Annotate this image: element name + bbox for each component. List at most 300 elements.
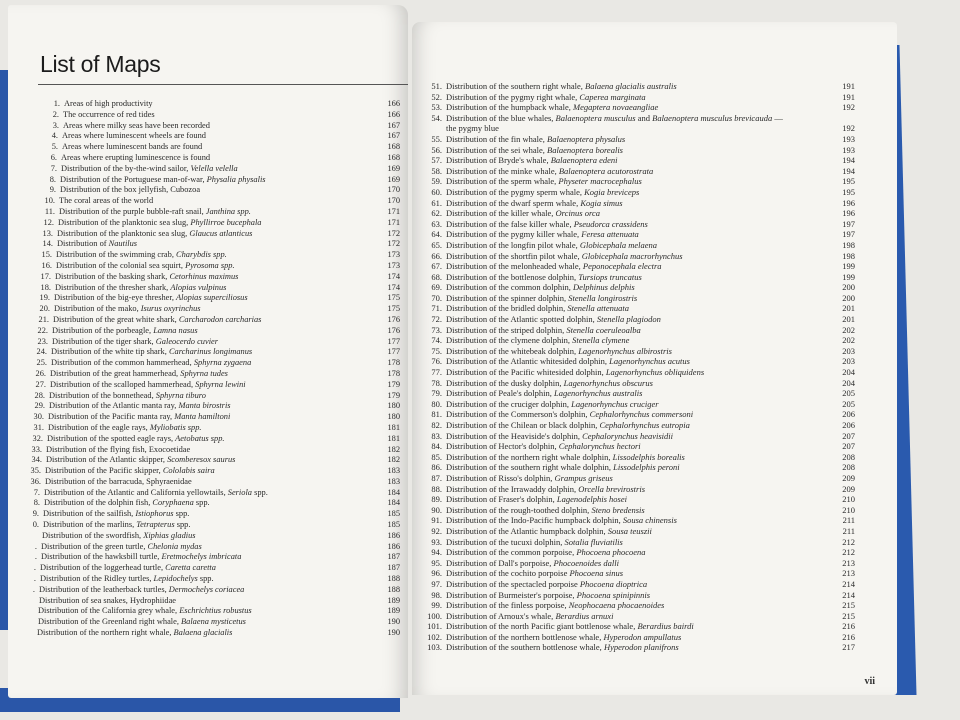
map-entry — [8, 585, 404, 596]
entry-title — [446, 134, 625, 145]
entry-description: Distribution of the sailfish, — [43, 509, 136, 519]
entry-description: Distribution of Bryde's whale, — [446, 155, 551, 166]
entry-species: Eretmochelys imbricata — [161, 552, 242, 562]
entry-title — [58, 218, 261, 229]
entry-title — [446, 378, 653, 389]
entry-number: 88. — [431, 483, 442, 494]
entry-species: Glaucus atlanticus — [189, 228, 253, 238]
map-entry — [412, 462, 892, 473]
entry-number: 61. — [431, 197, 442, 208]
entry-species: Balaenoptera edeni — [550, 155, 618, 166]
entry-number: 1. — [53, 99, 60, 108]
entry-page-number: 184 — [387, 487, 400, 497]
entry-title — [39, 585, 244, 596]
entry-page-number: 203 — [842, 356, 855, 367]
page-folio: vii — [864, 676, 875, 687]
entry-number: 92. — [431, 525, 442, 536]
entry-species: Sphyrna tudes — [180, 368, 228, 378]
entry-species: Physeter macrocephalus — [558, 176, 642, 187]
entry-title — [446, 198, 623, 209]
entry-number: 103. — [427, 642, 442, 653]
entry-species: Lissodelphis borealis — [612, 451, 685, 462]
entry-number: 7. — [33, 487, 40, 497]
entry-page-number: 172 — [387, 239, 400, 249]
entry-number: 51. — [431, 81, 442, 91]
entry-species: Phyllirroe bucephala — [190, 217, 262, 227]
entry-title — [446, 399, 659, 410]
entry-number: 76. — [431, 356, 442, 367]
entry-number: 75. — [431, 345, 442, 356]
entry-number: 79. — [431, 388, 442, 399]
map-entry — [412, 505, 892, 516]
entry-species: Alopias vulpinus — [170, 282, 227, 292]
entry-species: Stenella plagiodon — [596, 314, 661, 325]
map-entry — [412, 399, 892, 410]
entry-species: Lagenorhynchus albirostris — [578, 345, 672, 356]
entry-number: 34. — [31, 455, 42, 465]
map-entry — [8, 358, 404, 369]
entry-species: Delphinus delphis — [573, 282, 635, 293]
map-entry — [8, 628, 404, 639]
entry-title — [446, 505, 645, 516]
entry-description: Distribution of the green turtle, — [41, 541, 148, 551]
entry-number: 57. — [431, 155, 442, 166]
entry-title — [446, 219, 648, 230]
entry-description: Distribution of Burmeister's porpoise, — [446, 589, 577, 600]
entry-species: Sotalia fluviatilis — [564, 536, 623, 547]
entry-title — [60, 175, 266, 186]
entry-page-number: 180 — [387, 412, 400, 422]
entry-number: 55. — [431, 133, 442, 144]
entry-species: Globicephala melaena — [579, 239, 658, 250]
entry-species: Cololabis saira — [162, 466, 215, 476]
entry-species: Orcinus orca — [555, 208, 601, 219]
entry-description: Distribution of the fin whale, — [446, 133, 548, 144]
map-entry — [412, 600, 892, 611]
map-entry — [412, 198, 892, 209]
entry-species: Balaena glacialis australis — [585, 81, 677, 91]
entry-number: 10. — [44, 196, 55, 206]
entry-description: Distribution of the pygmy right whale, — [446, 91, 580, 102]
entry-number: 62. — [431, 208, 442, 219]
entry-page-number: 205 — [842, 388, 855, 399]
map-entry — [412, 515, 892, 526]
entry-title — [446, 600, 664, 611]
entry-description: Areas where milky seas have been recorded — [63, 120, 210, 130]
entry-page-number: 182 — [387, 444, 400, 454]
map-entry — [412, 526, 892, 537]
entry-page-number: 167 — [387, 131, 400, 141]
entry-page-number: 173 — [387, 250, 400, 260]
map-entry — [412, 92, 892, 103]
entry-species: Stenella longirostris — [568, 292, 638, 303]
entry-page-number: 181 — [387, 433, 400, 443]
entry-title — [40, 563, 216, 574]
entry-number: 56. — [431, 144, 442, 155]
entry-page-number: 188 — [387, 584, 400, 594]
entry-number: 3. — [52, 120, 59, 130]
entry-page-number: 175 — [387, 293, 400, 303]
entry-page-number: 199 — [842, 271, 855, 282]
entry-species: Lamna nasus — [153, 325, 198, 335]
entry-description: Distribution of the cruciger dolphin, — [446, 398, 572, 409]
entry-number: 32. — [32, 433, 43, 443]
entry-page-number: 216 — [842, 631, 855, 642]
entry-title — [54, 304, 201, 315]
entry-species: Balaenoptera borealis — [547, 144, 623, 155]
entry-page-number: 182 — [387, 455, 400, 465]
map-entry — [8, 552, 404, 563]
entry-species: Sphyrna lewini — [195, 379, 246, 389]
entry-description: Distribution of the tucuxi dolphin, — [446, 536, 565, 547]
entry-page-number: 198 — [842, 239, 855, 250]
entry-species: Lepidochelys — [153, 574, 198, 584]
map-entry — [412, 208, 892, 219]
entry-page-number: 213 — [842, 557, 855, 568]
map-entry — [8, 617, 404, 628]
map-entry — [412, 303, 892, 314]
entry-suffix: — — [772, 112, 783, 123]
entry-title — [446, 537, 623, 548]
entry-title — [38, 617, 246, 628]
entry-page-number: 199 — [842, 261, 855, 272]
entry-page-number: 215 — [842, 610, 855, 621]
entry-number: 58. — [431, 165, 442, 176]
entry-page-number: 212 — [842, 536, 855, 547]
map-entry — [8, 175, 404, 186]
entry-page-number: 190 — [387, 628, 400, 638]
entry-description: Distribution of the mako, — [54, 304, 141, 314]
entry-title — [45, 466, 215, 477]
entry-species: Caperea marginata — [579, 91, 646, 102]
map-entry — [8, 531, 404, 542]
entry-species-2: Balaenoptera musculus brevicauda — [652, 112, 773, 123]
entry-page-number: 170 — [387, 196, 400, 206]
entry-page-number: 188 — [387, 574, 400, 584]
entry-title-line-2: the pygmy blue — [446, 123, 499, 134]
entry-title — [446, 473, 613, 484]
entry-page-number: 210 — [842, 504, 855, 515]
entry-number: 33. — [31, 444, 42, 454]
entry-page-number: 207 — [842, 430, 855, 441]
map-entry — [8, 347, 404, 358]
entry-number: 54. — [431, 112, 442, 123]
entry-description: Distribution of the melonheaded whale, — [446, 261, 583, 272]
entry-page-number: 195 — [842, 186, 855, 197]
entry-number: 85. — [431, 451, 442, 462]
entry-number: 4. — [51, 131, 58, 141]
map-entry — [412, 240, 892, 251]
entry-description-cont: and — [635, 112, 653, 123]
entry-title — [49, 391, 206, 402]
entry-number: 93. — [431, 536, 442, 547]
map-entry — [8, 488, 404, 499]
entry-species: Phocoena sinus — [569, 568, 624, 579]
entry-species: Alopias superciliosus — [176, 293, 248, 303]
entry-title — [38, 606, 252, 617]
entry-page-number: 186 — [387, 541, 400, 551]
entry-title — [63, 121, 210, 132]
map-entry — [8, 498, 404, 509]
entry-suffix: spp. — [174, 520, 191, 530]
entry-number: 63. — [431, 218, 442, 229]
entry-page-number: 211 — [842, 525, 855, 536]
entry-number: 68. — [431, 271, 442, 282]
entry-title — [446, 335, 629, 346]
entry-species: Tursiops truncatus — [578, 271, 642, 282]
entry-species: Pyrosoma spp. — [185, 260, 235, 270]
entry-species: Isurus oxyrinchus — [140, 304, 201, 314]
entry-species: Globicephala macrorhynchus — [581, 250, 683, 261]
entry-description: Distribution of the common dolphin, — [446, 282, 574, 293]
entry-title — [43, 509, 189, 520]
entry-title — [55, 272, 238, 283]
entry-title — [446, 494, 627, 505]
map-entry — [412, 314, 892, 325]
entry-species: Cephalorynchus hectori — [558, 441, 641, 452]
entry-number: 65. — [431, 239, 442, 250]
entry-species: Cephalorhynchus eutropia — [599, 420, 690, 430]
entry-species: Kogia breviceps — [584, 186, 640, 197]
entry-species: Lissodelphis peroni — [613, 462, 680, 473]
map-entry — [8, 283, 404, 294]
entry-title — [61, 164, 238, 175]
entry-number: 95. — [431, 557, 442, 568]
entry-page-number: 177 — [387, 336, 400, 346]
entry-page-number: 174 — [387, 271, 400, 281]
map-entry — [8, 164, 404, 175]
entry-title — [446, 526, 652, 537]
entry-description: Distribution of the shortfin pilot whale, — [446, 250, 582, 261]
entry-number: 78. — [431, 377, 442, 388]
page-title: List of Maps — [40, 51, 161, 77]
entry-number: 2. — [52, 109, 59, 119]
entry-number: 25. — [36, 358, 47, 368]
entry-species: Aetobatus spp. — [175, 433, 225, 443]
entry-number: 8. — [49, 174, 56, 184]
entry-description: Distribution of the spinner dolphin, — [446, 292, 569, 303]
entry-description: Distribution of Fraser's dolphin, — [446, 494, 557, 505]
entry-number: 94. — [431, 547, 442, 558]
map-entry — [412, 441, 892, 452]
entry-number: 30. — [33, 412, 44, 422]
entry-page-number: 170 — [387, 185, 400, 195]
entry-species: Sphyrna tiburo — [155, 390, 206, 400]
map-entry — [8, 423, 404, 434]
entry-species: Lagenorhynchus obliquidens — [605, 367, 705, 378]
entry-description: Distribution of the sperm whale, — [446, 176, 559, 187]
entry-page-number: 204 — [842, 367, 855, 378]
entry-number: 0. — [32, 520, 39, 530]
entry-page-number: 189 — [387, 595, 400, 605]
entry-description: Distribution of — [57, 239, 109, 249]
entry-number: 11. — [44, 206, 55, 216]
entry-page-number: 197 — [842, 218, 855, 229]
entry-title — [61, 153, 210, 164]
map-entry — [412, 642, 892, 653]
entry-page-number: 198 — [842, 250, 855, 261]
map-entry — [412, 155, 892, 166]
entry-title — [446, 145, 623, 156]
entry-species: Scomberesox saurus — [167, 455, 236, 465]
entry-description: Distribution of the tiger shark, — [52, 336, 156, 346]
map-entry — [412, 293, 892, 304]
entry-description: Distribution of the Ridley turtles, — [40, 574, 154, 584]
entry-description: Distribution of the finless porpoise, — [446, 600, 569, 611]
map-list-right — [412, 81, 892, 653]
entry-description: Distribution of the southern right whale dolphin, — [446, 462, 614, 473]
entry-description: Distribution of the white tip shark, — [51, 347, 169, 357]
entry-number: 71. — [431, 303, 442, 314]
entry-species: Hyperodon ampullatus — [603, 631, 682, 642]
entry-number: 96. — [431, 568, 442, 579]
entry-title — [446, 325, 641, 336]
entry-description: Distribution of Dall's porpoise, — [446, 557, 554, 568]
map-entry — [412, 473, 892, 484]
map-entry — [8, 574, 404, 585]
entry-description: Distribution of the Pacific manta ray, — [48, 412, 175, 422]
entry-description: Distribution of the colonial sea squirt, — [56, 260, 186, 270]
entry-title — [446, 303, 629, 314]
entry-page-number: 200 — [842, 292, 855, 303]
entry-number: 73. — [431, 324, 442, 335]
entry-number: 97. — [431, 578, 442, 589]
entry-number: . — [34, 541, 37, 551]
entry-title — [48, 412, 230, 423]
map-entry — [412, 272, 892, 283]
entry-number: 14. — [42, 239, 53, 249]
entry-title — [62, 131, 206, 142]
entry-species: Pseudorca crassidens — [573, 218, 648, 229]
entry-title — [41, 552, 241, 563]
entry-page-number: 175 — [387, 304, 400, 314]
map-entry — [412, 621, 892, 632]
entry-number: 84. — [431, 441, 442, 452]
entry-description: Distribution of the Atlantic skipper, — [46, 455, 168, 465]
entry-number: 74. — [431, 335, 442, 346]
entry-number: 91. — [431, 515, 442, 526]
title-rule — [38, 84, 408, 85]
entry-page-number: 192 — [842, 123, 855, 134]
entry-species: Carcharodon carcharias — [178, 314, 262, 324]
map-entry — [8, 185, 404, 196]
map-entry — [8, 520, 404, 531]
entry-title — [446, 420, 690, 431]
entry-title — [446, 166, 653, 177]
entry-species: Lagenorhynchus australis — [554, 388, 643, 399]
entry-title — [446, 240, 657, 251]
entry-number: 64. — [431, 229, 442, 240]
entry-page-number: 171 — [387, 217, 400, 227]
entry-description: Distribution of the Commerson's dolphin, — [446, 409, 590, 420]
entry-species: Orcella brevirostris — [578, 483, 646, 494]
entry-description: Distribution of the Irrawaddy dolphin, — [446, 483, 579, 494]
entry-number: 77. — [431, 367, 442, 378]
entry-description: Distribution of the basking shark, — [55, 271, 170, 281]
map-entry — [8, 153, 404, 164]
map-entry — [412, 229, 892, 240]
entry-page-number: 184 — [387, 498, 400, 508]
map-entry — [412, 378, 892, 389]
entry-species: Xiphias gladius — [143, 530, 196, 540]
entry-species: Cephalorhynchus commersoni — [589, 409, 694, 420]
entry-title — [446, 92, 646, 103]
entry-page-number: 169 — [387, 163, 400, 173]
entry-page-number: 178 — [387, 368, 400, 378]
entry-title — [42, 531, 196, 542]
entry-title — [446, 155, 618, 166]
map-entry — [8, 477, 404, 488]
map-entry — [8, 218, 404, 229]
entry-number: 31. — [33, 422, 44, 432]
entry-number: 102. — [427, 631, 442, 642]
entry-number: 13. — [42, 228, 53, 238]
map-entry — [412, 346, 892, 357]
entry-species: Cetorhinus maximus — [169, 271, 239, 281]
map-entry — [8, 239, 404, 250]
entry-title — [446, 81, 677, 92]
entry-description: Distribution of the Pacific whitesided dolphin, — [446, 367, 606, 378]
map-entry — [8, 261, 404, 272]
entry-description: Distribution of the whitebeak dolphin, — [446, 345, 579, 356]
entry-number: 67. — [431, 261, 442, 272]
entry-page-number: 203 — [842, 345, 855, 356]
entry-description: Distribution of the box jellyfish, Cubozoa — [60, 185, 201, 195]
entry-title — [41, 542, 202, 553]
entry-species: Balaenoptera physalus — [547, 133, 626, 144]
entry-description: Distribution of the planktonic sea slug, — [57, 228, 190, 238]
entry-page-number: 212 — [842, 547, 855, 558]
map-entry — [8, 315, 404, 326]
entry-title — [446, 409, 693, 420]
map-entry — [412, 166, 892, 177]
entry-species: Janthina spp. — [205, 206, 251, 216]
entry-species: Cephalorynchus heavisidii — [582, 430, 673, 441]
entry-title — [43, 520, 190, 531]
entry-description: Distribution of the flying fish, Exocoetidae — [46, 444, 191, 454]
entry-number: 21. — [38, 314, 49, 324]
entry-suffix: spp. — [251, 487, 268, 497]
entry-species: Balaena mysticetus — [181, 617, 246, 627]
entry-species: Kogia simus — [580, 197, 623, 208]
entry-title — [446, 261, 662, 272]
map-entry — [412, 335, 892, 346]
entry-number: 17. — [40, 271, 51, 281]
entry-description: Distribution of the spectacled porpoise — [446, 578, 580, 589]
entry-title — [446, 208, 600, 219]
entry-number: 8. — [33, 498, 40, 508]
entry-number: 98. — [431, 589, 442, 600]
entry-title — [446, 621, 694, 632]
entry-number: 60. — [431, 186, 442, 197]
entry-description: Distribution of the Indo-Pacific humpback dolphin, — [446, 515, 623, 526]
entry-title — [446, 367, 704, 378]
entry-title — [39, 596, 176, 607]
map-entry — [8, 207, 404, 218]
entry-description: Distribution of the spotted eagle rays, — [47, 433, 176, 443]
entry-page-number: 209 — [842, 483, 855, 494]
entry-number: 28. — [34, 390, 45, 400]
entry-number: 99. — [431, 600, 442, 611]
entry-page-number: 168 — [387, 152, 400, 162]
entry-description: Distribution of the killer whale, — [446, 208, 556, 219]
entry-number: 70. — [431, 292, 442, 303]
entry-title — [446, 452, 685, 463]
entry-description: Areas where erupting luminescence is found — [61, 152, 211, 162]
entry-title — [446, 251, 683, 262]
entry-number: 7. — [50, 163, 57, 173]
entry-description: Distribution of the Atlantic and California yellowtails, — [44, 487, 228, 497]
